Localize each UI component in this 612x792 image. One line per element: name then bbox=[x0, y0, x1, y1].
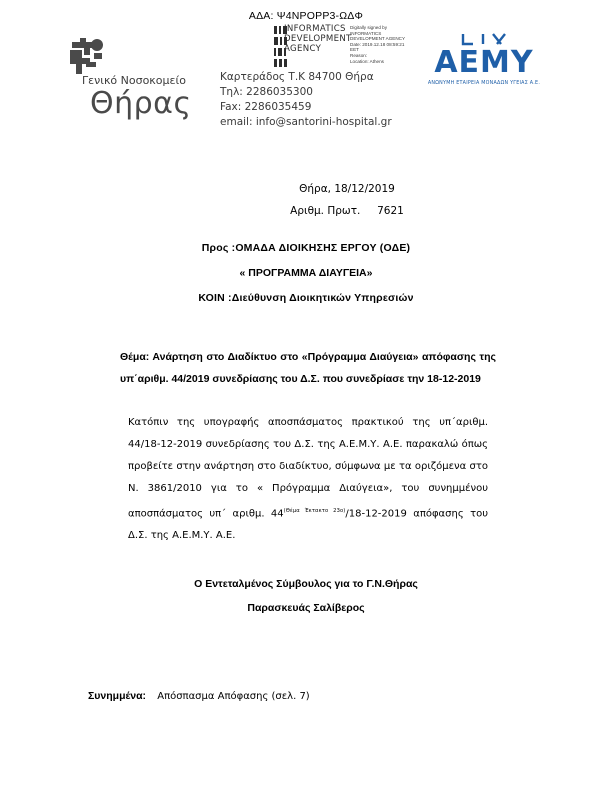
sig-line-2: DEVELOPMENT AGENCY bbox=[350, 36, 406, 42]
sig-line-3: Date: 2019.12.18 08:59:21 bbox=[350, 41, 405, 47]
body-superscript-note: (Θέμα Έκτακτο 23ο) bbox=[283, 508, 346, 514]
signatory-role: Ο Εντεταλμένος Σύμβουλος για το Γ.Ν.Θήρας bbox=[194, 578, 418, 590]
body-part-1: Κατόπιν της υπογραφής αποσπάσματος πρακτικού της υπ΄αριθμ. 44/18-12-2019 συνεδρίασης του Δ.Σ. της Α.Ε.Μ.Υ. Α.Ε. παρακαλώ όπως προβείτε στην ανάρτηση στο διαδίκτυο, σύμφωνα με τα οριζόμενα στο Ν. 3861/2010 για το « Πρόγραμμα Διαύγεια», του συνημμένου αποσπάσματος υπ΄ αριθμ. 44 bbox=[128, 417, 488, 520]
sig-line-0: Digitally signed by bbox=[350, 25, 388, 30]
sig-line-6: Location: Athens bbox=[350, 58, 384, 64]
hospital-fax: Fax: 2286035459 bbox=[220, 101, 312, 113]
hospital-address-block bbox=[220, 70, 392, 130]
agency-line1: INFORMATICS bbox=[284, 24, 346, 34]
agency-line3: AGENCY bbox=[284, 44, 322, 54]
aemy-logo bbox=[414, 32, 554, 86]
hospital-name-line2: Θήρας bbox=[90, 86, 192, 121]
sig-line-4: EET bbox=[350, 47, 359, 53]
date-protocol-block bbox=[0, 178, 612, 222]
attachments-label: Συνημμένα: bbox=[88, 690, 147, 702]
aemy-wordmark: AEMY bbox=[434, 45, 534, 80]
aemy-subtitle: ΑΝΩΝΥΜΗ ΕΤΑΙΡΕΙΑ ΜΟΝΑΔΩΝ ΥΓΕΙΑΣ Α.Ε. bbox=[427, 81, 541, 86]
body-text bbox=[128, 412, 488, 547]
protocol-number: 7621 bbox=[377, 205, 404, 217]
body-part-2: /18-12-2019 απόφασης του Δ.Σ. της Α.Ε.Μ.Υ. Α.Ε. bbox=[128, 508, 488, 542]
aemy-logo-glyph-icon bbox=[414, 32, 554, 48]
hospital-name-line1: Γενικό Νοσοκομείο bbox=[82, 74, 186, 87]
attachments-value: Απόσπασμα Απόφασης (σελ. 7) bbox=[157, 691, 310, 702]
hospital-email: email: info@santorini-hospital.gr bbox=[220, 116, 392, 128]
letterhead bbox=[52, 24, 562, 148]
sig-line-5: Reason: bbox=[350, 52, 368, 58]
hospital-phone: Τηλ: 2286035300 bbox=[220, 86, 313, 98]
place-date: Θήρα, 18/12/2019 bbox=[299, 183, 395, 195]
hospital-address: Καρτεράδος Τ.Κ 84700 Θήρα bbox=[220, 71, 374, 83]
ada-code: ΑΔΑ: Ψ4ΝΡΟΡΡ3-ΩΔΦ bbox=[248, 10, 364, 22]
agency-signature-details bbox=[350, 25, 424, 64]
body-paragraph bbox=[128, 412, 488, 547]
signature-block bbox=[0, 572, 612, 620]
recipient-program: « ΠΡΟΓΡΑΜΜΑ ΔΙΑΥΓΕΙΑ» bbox=[239, 267, 373, 279]
signatory-name: Παρασκευάς Σαλίβερος bbox=[247, 602, 365, 614]
attachments-block bbox=[88, 690, 310, 702]
subject-line: Θέμα: Ανάρτηση στο Διαδίκτυο στο «Πρόγραμμα Διαύγεια» απόφασης της υπ΄αριθμ. 44/2019 συνεδρίασης του Δ.Σ. που συνεδρίασε την 18-12-2019 bbox=[120, 351, 496, 385]
recipient-cc: ΚΟΙΝ :Διεύθυνση Διοικητικών Υπηρεσιών bbox=[198, 292, 414, 304]
recipients-block bbox=[0, 236, 612, 311]
protocol-line bbox=[290, 200, 404, 222]
sig-line-1: INFORMATICS bbox=[350, 30, 382, 36]
agency-line2: DEVELOPMENT bbox=[284, 34, 352, 44]
recipient-to: Προς :ΟΜΑΔΑ ΔΙΟΙΚΗΣΗΣ ΕΡΓΟΥ (ΟΔΕ) bbox=[201, 242, 411, 254]
protocol-label: Αριθμ. Πρωτ. bbox=[290, 205, 361, 217]
